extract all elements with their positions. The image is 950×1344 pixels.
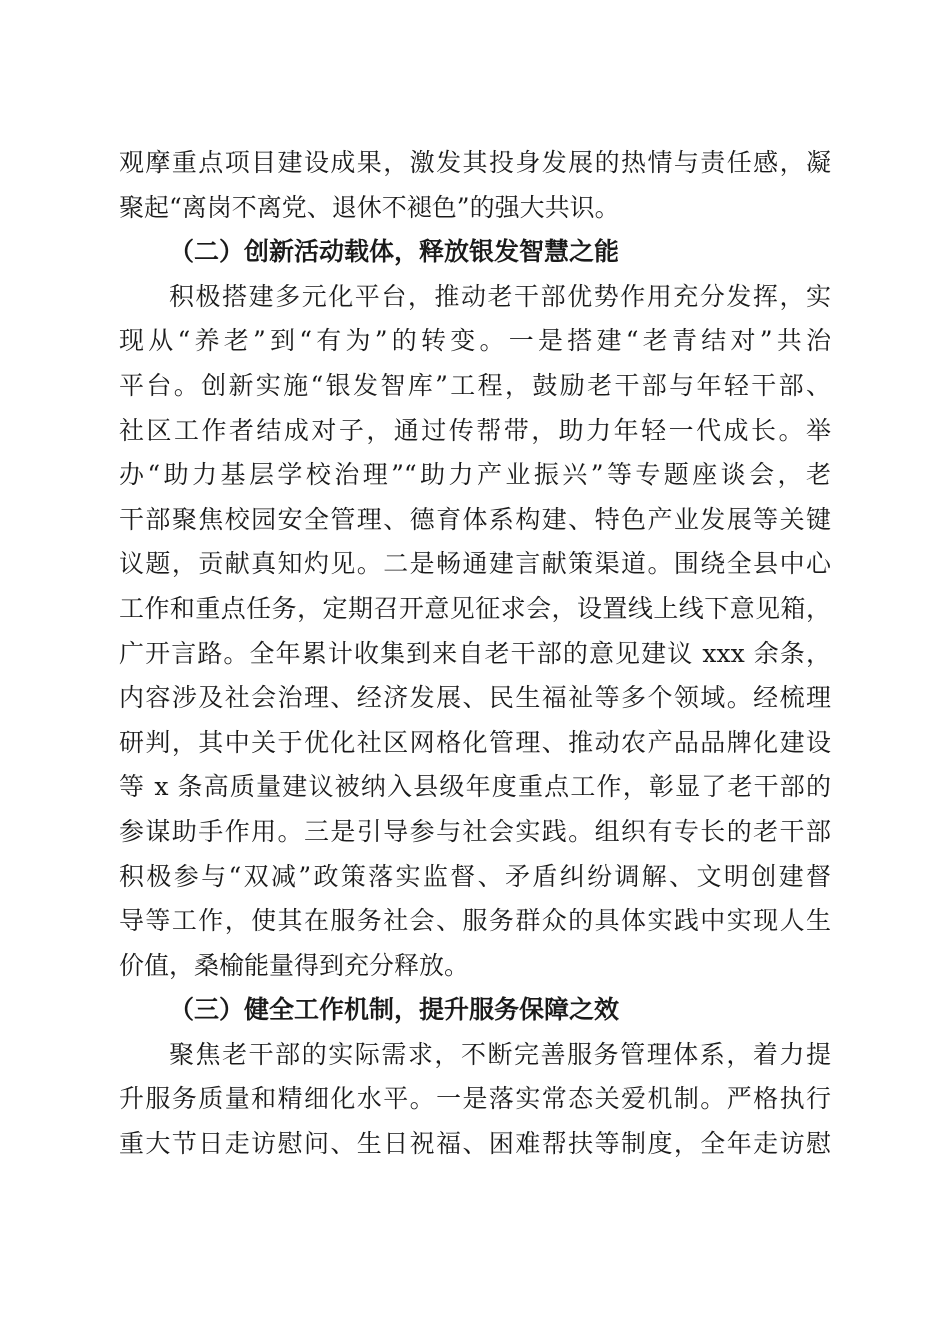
- paragraph-line: 研判，其中关于优化社区网格化管理、推动农产品品牌化建设: [119, 727, 831, 757]
- paragraph-line: 现从“养老”到“有为”的转变。一是搭建“老青结对”共治: [119, 326, 831, 356]
- document-body: [119, 141, 831, 1167]
- paragraph-line: 积极搭建多元化平台，推动老干部优势作用充分发挥，实: [169, 281, 831, 311]
- paragraph-line: 参谋助手作用。三是引导参与社会实践。组织有专长的老干部: [119, 816, 831, 846]
- paragraph-line: 导等工作，使其在服务社会、服务群众的具体实践中实现人生: [119, 906, 831, 936]
- paragraph-line: 办“助力基层学校治理”“助力产业振兴”等专题座谈会，老: [119, 460, 831, 490]
- paragraph-line: 价值，桑榆能量得到充分释放。: [119, 950, 470, 980]
- paragraph-line: 内容涉及社会治理、经济发展、民生福祉等多个领域。经梳理: [119, 683, 831, 713]
- paragraph-line: 等 x 条高质量建议被纳入县级年度重点工作，彰显了老干部的: [119, 772, 831, 802]
- paragraph-line: 干部聚焦校园安全管理、德育体系构建、特色产业发展等关键: [119, 504, 831, 534]
- paragraph-line: 积极参与“双减”政策落实监督、矛盾纠纷调解、文明创建督: [119, 861, 831, 891]
- paragraph-line: 聚起“离岗不离党、退休不褪色”的强大共识。: [119, 192, 620, 222]
- paragraph-line: 重大节日走访慰问、生日祝福、困难帮扶等制度，全年走访慰: [119, 1129, 831, 1159]
- paragraph-line: 升服务质量和精细化水平。一是落实常态关爱机制。严格执行: [119, 1084, 831, 1114]
- paragraph-line: 观摩重点项目建设成果，激发其投身发展的热情与责任感，凝: [119, 148, 831, 177]
- paragraph-line: 议题，贡献真知灼见。二是畅通建言献策渠道。围绕全县中心: [119, 549, 831, 579]
- paragraph-line: 聚焦老干部的实际需求，不断完善服务管理体系，着力提: [169, 1039, 831, 1069]
- paragraph-line: 广开言路。全年累计收集到来自老干部的意见建议 xxx 余条，: [119, 638, 831, 668]
- section-heading: （二）创新活动载体，释放银发智慧之能: [169, 237, 620, 267]
- paragraph-line: 工作和重点任务，定期召开意见征求会，设置线上线下意见箱，: [119, 593, 831, 623]
- section-heading: （三）健全工作机制，提升服务保障之效: [169, 995, 620, 1025]
- paragraph-line: 平台。创新实施“银发智库”工程，鼓励老干部与年轻干部、: [119, 370, 831, 400]
- paragraph-line: 社区工作者结成对子，通过传帮带，助力年轻一代成长。举: [119, 415, 831, 445]
